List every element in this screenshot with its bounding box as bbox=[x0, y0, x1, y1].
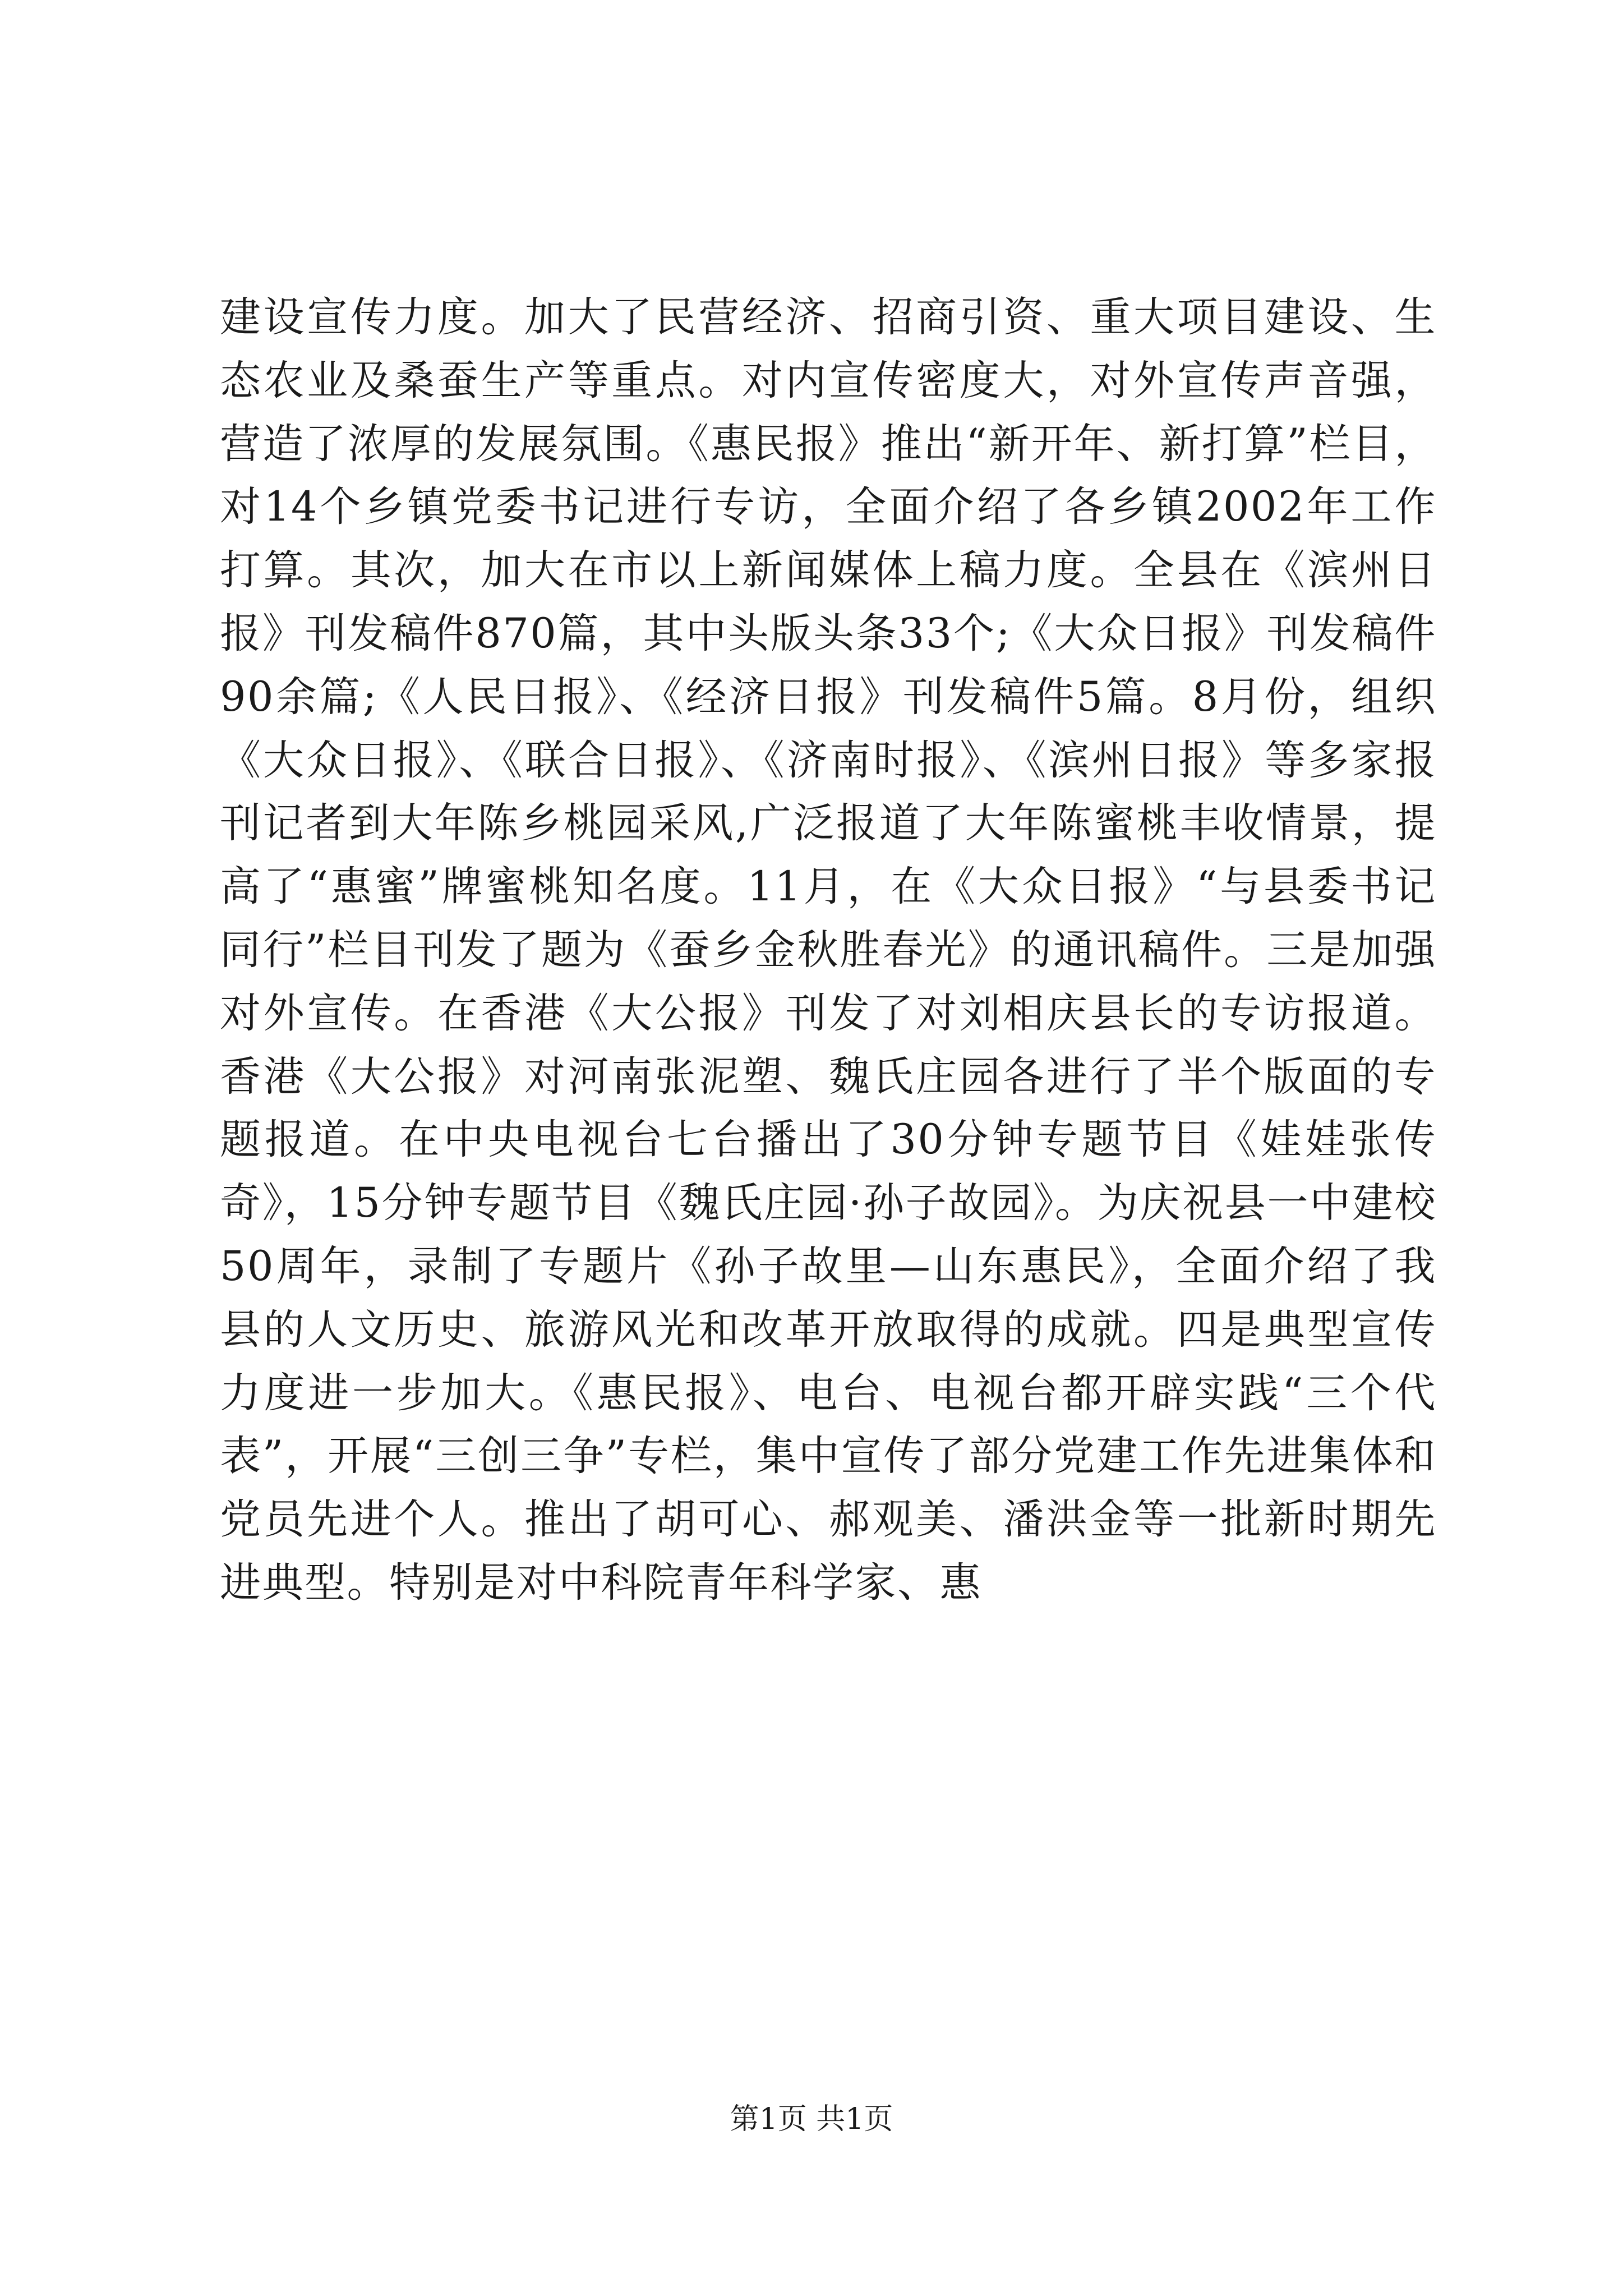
page-footer: 第1页 共1页 bbox=[730, 2102, 893, 2136]
body-paragraph: 建设宣传力度。加大了民营经济、招商引资、重大项目建设、生态农业及桑蚕生产等重点。对内宣传密度大，对外宣传声音强，营造了浓厚的发展氛围。《惠民报》推出“新开年、新打算”栏目，对14个乡镇党委书记进行专访，全面介绍了各乡镇2002年工作打算。其次，加大在市以上新闻媒体上稿力度。全县在《滨州日报》刊发稿件870篇，其中头版头条33个;《大众日报》刊发稿件90余篇;《人民日报》、《经济日报》刊发稿件5篇。8月份，组织《大众日报》、《联合日报》、《济南时报》、《滨州日报》等多家报刊记者到大年陈乡桃园采风,广泛报道了大年陈蜜桃丰收情景，提高了“惠蜜”牌蜜桃知名度。11月，在《大众日报》“与县委书记同行”栏目刊发了题为《蚕乡金秋胜春光》的通讯稿件。三是加强对外宣传。在香港《大公报》刊发了对刘相庆县长的专访报道。香港《大公报》对河南张泥塑、魏氏庄园各进行了半个版面的专题报道。在中央电视台七台播出了30分钟专题节目《娃娃张传奇》，15分钟专题节目《魏氏庄园·孙子故园》。为庆祝县一中建校50周年，录制了专题片《孙子故里—山东惠民》，全面介绍了我县的人文历史、旅游风光和改革开放取得的成就。四是典型宣传力度进一步加大。《惠民报》、电台、电视台都开辟实践“三个代表”，开展“三创三争”专栏，集中宣传了部分党建工作先进集体和党员先进个人。推出了胡可心、郝观美、潘洪金等一批新时期先进典型。特别是对中科院青年科学家、惠 bbox=[220, 293, 1437, 1607]
